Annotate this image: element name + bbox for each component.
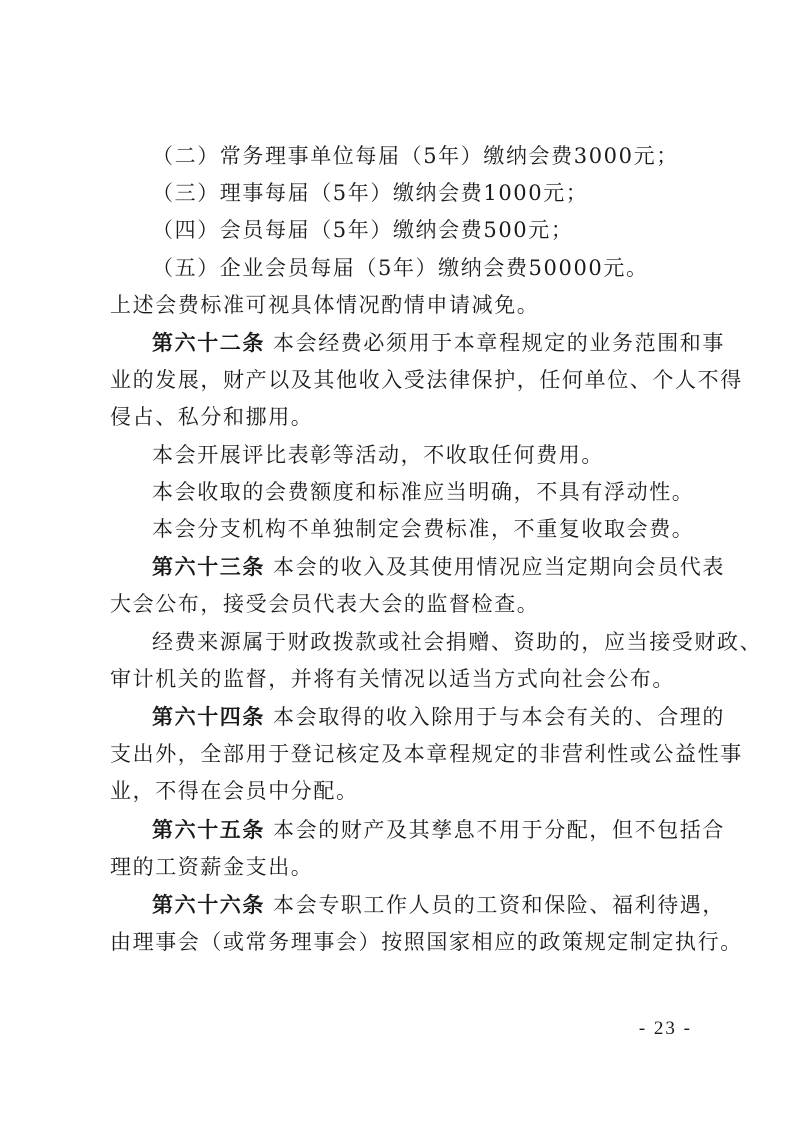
line-text: 本会收取的会费额度和标准应当明确，不具有浮动性。 — [152, 479, 695, 504]
text-line — [110, 250, 700, 287]
paragraph — [110, 287, 700, 324]
text-line — [110, 849, 700, 886]
line-text: 本会的收入及其使用情况应当定期向会员代表 — [273, 555, 725, 580]
text-line — [110, 324, 725, 362]
text-line — [110, 736, 743, 773]
text-line — [110, 548, 725, 586]
line-text: （四）会员每届（5年）缴纳会费500元； — [152, 218, 574, 243]
line-text: 审计机关的监督，并将有关情况以适当方式向社会公布。 — [110, 666, 675, 691]
line-text: （五）企业会员每届（5年）缴纳会费50000元。 — [152, 255, 649, 280]
paragraph — [110, 474, 700, 511]
text-line — [110, 773, 700, 810]
text-line — [110, 624, 763, 661]
text-line — [110, 698, 725, 736]
text-line — [110, 924, 743, 961]
line-text: 上述会费标准可视具体情况酌情申请减免。 — [110, 292, 540, 317]
article-paragraph — [110, 324, 743, 437]
text-line — [110, 661, 700, 698]
line-text: 支出外，全部用于登记核定及本章程规定的非营利性或公益性事 — [110, 742, 743, 767]
paragraph — [110, 437, 700, 474]
article-paragraph — [110, 698, 743, 811]
article-paragraph — [110, 811, 725, 886]
line-text: 本会的财产及其孳息不用于分配，但不包括合 — [273, 817, 725, 842]
paragraph — [110, 511, 700, 548]
text-line — [110, 811, 725, 849]
line-text: 由理事会（或常务理事会）按照国家相应的政策规定制定执行。 — [110, 930, 743, 955]
article-title: 第六十二条 — [152, 330, 265, 356]
line-text: 本会取得的收入除用于与本会有关的、合理的 — [273, 705, 725, 730]
text-line — [110, 511, 700, 548]
text-line — [110, 586, 700, 623]
line-text: 理的工资薪金支出。 — [110, 854, 314, 879]
article-title: 第六十三条 — [152, 554, 265, 580]
paragraph — [110, 624, 763, 698]
line-text: 侵占、私分和挪用。 — [110, 405, 314, 430]
line-text: 业的发展，财产以及其他收入受法律保护，任何单位、个人不得 — [110, 368, 743, 393]
article-title: 第六十六条 — [152, 892, 265, 918]
text-line — [110, 399, 700, 436]
text-line — [110, 362, 743, 399]
text-line — [110, 138, 700, 175]
text-line — [110, 212, 700, 249]
paragraph — [110, 250, 700, 287]
article-paragraph — [110, 548, 725, 623]
line-text: 本会经费必须用于本章程规定的业务范围和事 — [273, 331, 725, 356]
article-paragraph — [110, 886, 743, 961]
line-text: 本会开展评比表彰等活动，不收取任何费用。 — [152, 442, 604, 467]
line-text: （三）理事每届（5年）缴纳会费1000元； — [152, 181, 589, 206]
paragraph — [110, 212, 700, 249]
article-title: 第六十四条 — [152, 704, 265, 730]
line-text: 大会公布，接受会员代表大会的监督检查。 — [110, 592, 540, 617]
line-text: 经费来源属于财政拨款或社会捐赠、资助的，应当接受财政、 — [152, 629, 763, 654]
page-number: - 23 - — [638, 1018, 692, 1039]
text-line — [110, 474, 700, 511]
paragraph — [110, 175, 700, 212]
paragraph — [110, 138, 700, 175]
line-text: 业，不得在会员中分配。 — [110, 779, 359, 804]
line-text: 本会专职工作人员的工资和保险、福利待遇， — [273, 893, 725, 918]
article-title: 第六十五条 — [152, 816, 265, 842]
text-line — [110, 437, 700, 474]
text-line — [110, 287, 700, 324]
text-line — [110, 175, 700, 212]
line-text: 本会分支机构不单独制定会费标准，不重复收取会费。 — [152, 517, 695, 542]
text-line — [110, 886, 725, 924]
document-body — [110, 138, 763, 961]
line-text: （二）常务理事单位每届（5年）缴纳会费3000元； — [152, 144, 679, 168]
